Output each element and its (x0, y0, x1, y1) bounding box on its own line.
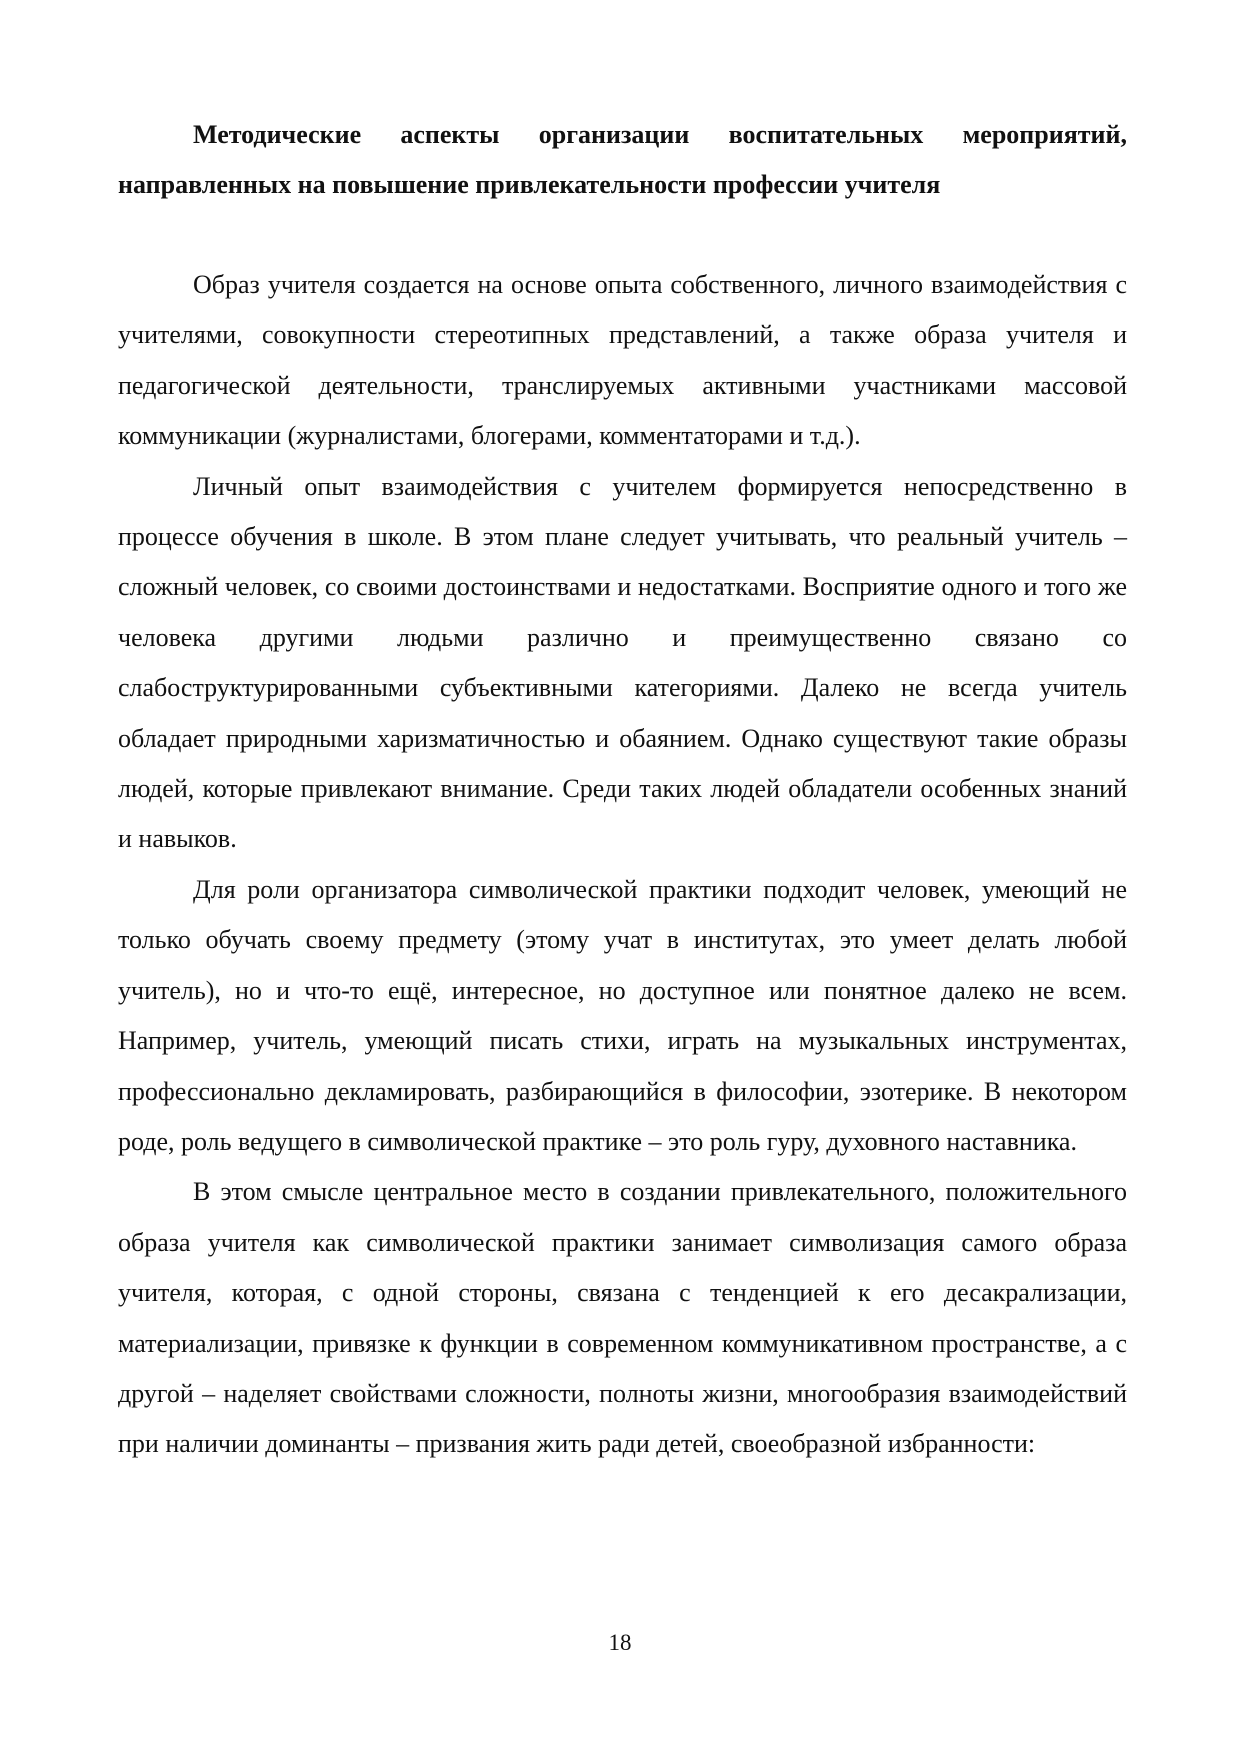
page-content (118, 110, 1127, 1470)
paragraph-4: В этом смысле центральное место в создании привлекательного, положительного образа учителя как символической практики занимает символизация самого образа учителя, которая, с одной стороны, связана с тенденцией к его десакрализации, материализации, привязке к функции в современном коммуникативном пространстве, а с другой – наделяет свойствами сложности, полноты жизни, многообразия взаимодействий при наличии доминанты – призвания жить ради детей, своеобразной избранности: (118, 1177, 1127, 1459)
paragraph-2: Личный опыт взаимодействия с учителем формируется непосредственно в процессе обучения в школе. В этом плане следует учитывать, что реальный учитель – сложный человек, со своими достоинствами и недостатками. Восприятие одного и того же человека другими людьми различно и преимущественно связано со слабоструктурированными субъективными категориями. Далеко не всегда учитель обладает природными харизматичностью и обаянием. Однако существуют такие образы людей, которые привлекают внимание. Среди таких людей обладатели особенных знаний и навыков. (118, 471, 1127, 854)
paragraph-1: Образ учителя создается на основе опыта собственного, личного взаимодействия с учителями, совокупности стереотипных представлений, а также образа учителя и педагогической деятельности, транслируемых активными участниками массовой коммуникации (журналистами, блогерами, комментаторами и т.д.). (118, 270, 1127, 451)
paragraph-3: Для роли организатора символической практики подходит человек, умеющий не только обучать своему предмету (этому учат в институтах, это умеет делать любой учитель), но и что-то ещё, интересное, но доступное или понятное далеко не всем. Например, учитель, умеющий писать стихи, играть на музыкальных инструментах, профессионально декламировать, разбирающийся в философии, эзотерике. В некотором роде, роль ведущего в символической практике – это роль гуру, духовного наставника. (118, 874, 1127, 1156)
section-title: Методические аспекты организации воспитательных мероприятий, направленных на повышение привлекательности профессии учителя (118, 120, 1127, 199)
page-number: 18 (608, 1630, 632, 1655)
